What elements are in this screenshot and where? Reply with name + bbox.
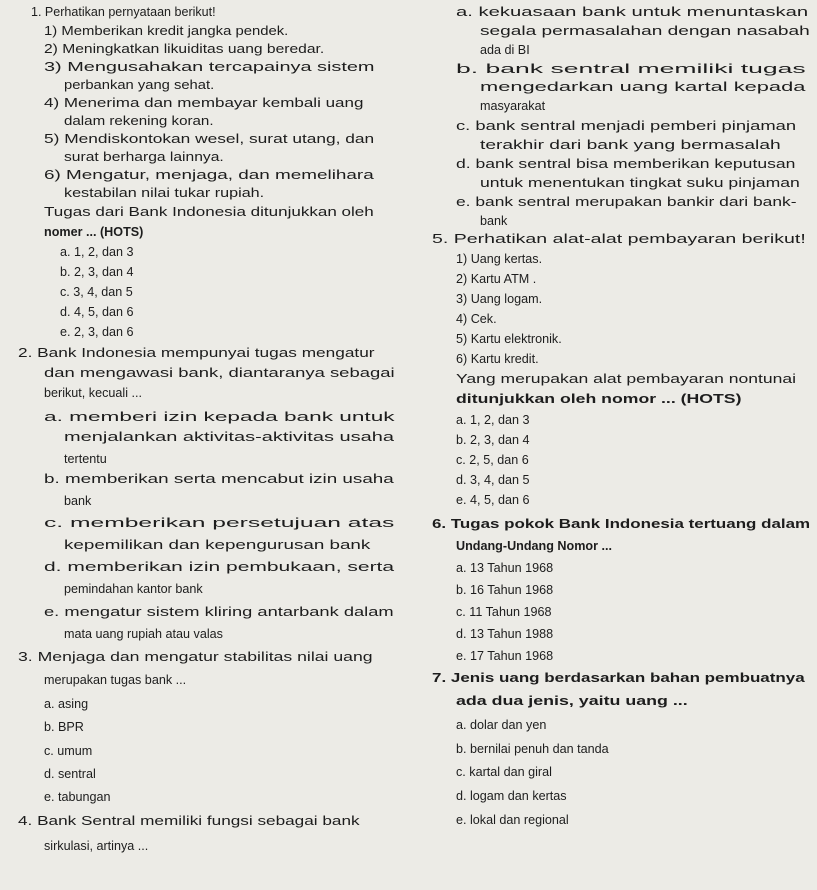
text-line: d. 4, 5, dan 6 [60, 305, 134, 319]
text-line: masyarakat [480, 99, 546, 113]
text-line: 4) Menerima dan membayar kembali uang [44, 96, 364, 110]
text-line: Yang merupakan alat pembayaran nontunai [456, 372, 797, 386]
text-line: c. 3, 4, dan 5 [60, 285, 133, 299]
text-line: perbankan yang sehat. [64, 78, 215, 92]
text-line: 3) Mengusahakan tercapainya sistem [44, 60, 375, 74]
text-line: e. bank sentral merupakan bankir dari bank- [456, 195, 797, 209]
text-line: 1) Memberikan kredit jangka pendek. [44, 24, 289, 38]
text-line: c. 11 Tahun 1968 [456, 605, 552, 619]
text-line: c. umum [44, 744, 93, 758]
text-line: bank [480, 214, 508, 228]
text-line: mengedarkan uang kartal kepada [480, 80, 806, 94]
text-line: e. mengatur sistem kliring antarbank dalam [44, 605, 394, 619]
text-line: d. logam dan kertas [456, 789, 567, 803]
text-line: dalam rekening koran. [64, 114, 214, 128]
text-line: surat berharga lainnya. [64, 150, 224, 164]
text-line: 4) Cek. [456, 312, 497, 326]
text-line: d. memberikan izin pembukaan, serta [44, 560, 395, 574]
text-line: c. kartal dan giral [456, 765, 552, 779]
text-line: a. 1, 2, dan 3 [60, 245, 134, 259]
text-line: berikut, kecuali ... [44, 386, 142, 400]
text-line: 2) Meningkatkan likuiditas uang beredar. [44, 42, 325, 56]
text-line: c. memberikan persetujuan atas [44, 516, 395, 530]
text-line: d. 3, 4, dan 5 [456, 473, 530, 487]
text-line: 1) Uang kertas. [456, 252, 543, 266]
text-line: untuk menentukan tingkat suku pinjaman [480, 176, 800, 190]
text-line: e. lokal dan regional [456, 813, 569, 827]
text-line: pemindahan kantor bank [64, 582, 203, 596]
text-line: e. tabungan [44, 790, 111, 804]
text-line: a. memberi izin kepada bank untuk [44, 410, 395, 424]
text-line: bank [64, 494, 92, 508]
text-line: mata uang rupiah atau valas [64, 627, 223, 641]
text-line: ada dua jenis, yaitu uang ... [456, 694, 688, 708]
text-line: 1. Perhatikan pernyataan berikut! [31, 5, 216, 19]
text-line: Undang-Undang Nomor ... [456, 539, 613, 553]
text-line: a. 13 Tahun 1968 [456, 561, 554, 575]
text-line: dan mengawasi bank, diantaranya sebagai [44, 366, 395, 380]
text-line: Tugas dari Bank Indonesia ditunjukkan oleh [44, 205, 374, 219]
text-line: sirkulasi, artinya ... [44, 839, 149, 853]
text-line: e. 17 Tahun 1968 [456, 649, 554, 663]
text-line: b. 2, 3, dan 4 [60, 265, 134, 279]
text-line: a. 1, 2, dan 3 [456, 413, 530, 427]
text-line: ditunjukkan oleh nomor ... (HOTS) [456, 392, 742, 406]
text-line: b. BPR [44, 720, 84, 734]
text-line: d. bank sentral bisa memberikan keputusan [456, 157, 796, 171]
text-line: e. 2, 3, dan 6 [60, 325, 134, 339]
text-line: a. dolar dan yen [456, 718, 547, 732]
text-line: d. sentral [44, 767, 96, 781]
text-line: d. 13 Tahun 1988 [456, 627, 554, 641]
text-line: ada di BI [480, 43, 530, 57]
text-line: a. kekuasaan bank untuk menuntaskan [456, 5, 809, 19]
text-line: b. bernilai penuh dan tanda [456, 742, 609, 756]
text-line: 2. Bank Indonesia mempunyai tugas mengatur [18, 346, 375, 360]
text-line: 5. Perhatikan alat-alat pembayaran berikut! [432, 232, 806, 246]
text-line: 3) Uang logam. [456, 292, 543, 306]
text-line: a. asing [44, 697, 89, 711]
text-line: b. 2, 3, dan 4 [456, 433, 530, 447]
text-line: c. bank sentral menjadi pemberi pinjaman [456, 119, 797, 133]
text-line: kepemilikan dan kepengurusan bank [64, 538, 371, 552]
text-line: terakhir dari bank yang bermasalah [480, 138, 781, 152]
text-line: b. bank sentral memiliki tugas [456, 62, 806, 76]
text-line: c. 2, 5, dan 6 [456, 453, 529, 467]
text-line: tertentu [64, 452, 107, 466]
text-line: b. 16 Tahun 1968 [456, 583, 554, 597]
text-line: 6) Kartu kredit. [456, 352, 539, 366]
text-line: kestabilan nilai tukar rupiah. [64, 186, 265, 200]
text-line: 6. Tugas pokok Bank Indonesia tertuang dalam [432, 517, 811, 531]
text-line: 5) Mendiskontokan wesel, surat utang, dan [44, 132, 375, 146]
text-line: merupakan tugas bank ... [44, 673, 187, 687]
text-line: nomer ... (HOTS) [44, 225, 144, 239]
text-line: 6) Mengatur, menjaga, dan memelihara [44, 168, 374, 182]
text-line: 5) Kartu elektronik. [456, 332, 562, 346]
text-line: 7. Jenis uang berdasarkan bahan pembuatnya [432, 671, 805, 685]
text-line: segala permasalahan dengan nasabah [480, 24, 810, 38]
text-line: b. memberikan serta mencabut izin usaha [44, 472, 394, 486]
text-line: e. 4, 5, dan 6 [456, 493, 530, 507]
text-line: 2) Kartu ATM . [456, 272, 537, 286]
text-line: 3. Menjaga dan mengatur stabilitas nilai uang [18, 650, 373, 664]
text-line: menjalankan aktivitas-aktivitas usaha [64, 430, 394, 444]
text-line: 4. Bank Sentral memiliki fungsi sebagai bank [18, 814, 360, 828]
